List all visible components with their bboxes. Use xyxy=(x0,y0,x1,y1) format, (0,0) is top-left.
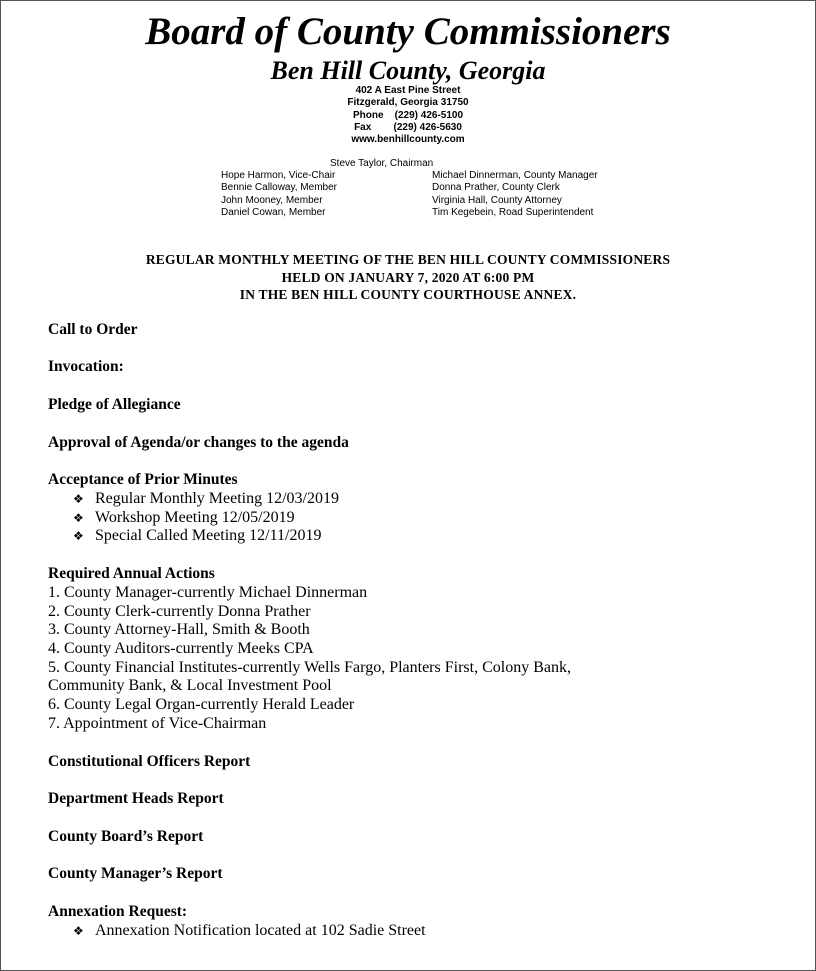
diamond-bullet-icon: ❖ xyxy=(73,924,84,938)
address-block xyxy=(0,85,816,146)
list-item: 3. County Attorney-Hall, Smith & Booth xyxy=(48,621,310,638)
meeting-heading-line: HELD ON JANUARY 7, 2020 AT 6:00 PM xyxy=(281,269,535,285)
meeting-heading-line: IN THE BEN HILL COUNTY COURTHOUSE ANNEX. xyxy=(239,287,577,302)
document-title: Board of County Commissioners xyxy=(145,10,671,53)
official-name: Michael Dinnerman, County Manager xyxy=(432,170,598,181)
official-name: Tim Kegebein, Road Superintendent xyxy=(432,207,594,219)
officials-right-column xyxy=(432,170,598,220)
meeting-heading-line: REGULAR MONTHLY MEETING OF THE BEN HILL COUNTY COMMISSIONERS xyxy=(145,252,671,267)
fax-number: Fax (229) 426-5630 xyxy=(354,121,462,133)
list-item: 4. County Auditors-currently Meeks CPA xyxy=(48,640,314,657)
diamond-bullet-icon: ❖ xyxy=(73,511,84,525)
official-name: John Mooney, Member xyxy=(221,194,323,206)
document-subtitle: Ben Hill County, Georgia xyxy=(270,56,546,85)
chairman-name: Steve Taylor, Chairman xyxy=(330,158,434,169)
section-call-to-order: Call to Order xyxy=(48,321,138,338)
list-item: ❖ Special Called Meeting 12/11/2019 xyxy=(73,527,322,544)
website-url: www.benhillcounty.com xyxy=(351,134,465,146)
section-county-manager: County Manager’s Report xyxy=(48,865,223,882)
list-item: 1. County Manager-currently Michael Dinnerman xyxy=(48,584,368,601)
section-constitutional-officers: Constitutional Officers Report xyxy=(48,753,251,770)
city-state-zip: Fitzgerald, Georgia 31750 xyxy=(347,97,469,109)
list-item: ❖ Annexation Notification located at 102 Sadie Street xyxy=(73,922,426,939)
list-item: 6. County Legal Organ-currently Herald Leader xyxy=(48,696,355,713)
section-annual-actions: Required Annual Actions xyxy=(48,565,215,582)
section-county-board: County Board’s Report xyxy=(48,828,204,845)
list-item: ❖ Regular Monthly Meeting 12/03/2019 xyxy=(73,490,339,507)
section-prior-minutes: Acceptance of Prior Minutes xyxy=(48,471,238,488)
list-item: 7. Appointment of Vice-Chairman xyxy=(48,715,267,732)
list-item: ❖ Workshop Meeting 12/05/2019 xyxy=(73,509,295,526)
section-pledge: Pledge of Allegiance xyxy=(48,396,181,413)
official-name: Bennie Calloway, Member xyxy=(221,182,337,194)
diamond-bullet-icon: ❖ xyxy=(73,492,84,506)
list-item: Community Bank, & Local Investment Pool xyxy=(48,677,332,694)
section-department-heads: Department Heads Report xyxy=(48,790,224,807)
officials-left-column xyxy=(221,170,337,220)
meeting-heading xyxy=(0,251,816,304)
diamond-bullet-icon: ❖ xyxy=(73,529,84,543)
phone-number: Phone (229) 426-5100 xyxy=(352,109,464,121)
section-approval-of-agenda: Approval of Agenda/or changes to the agenda xyxy=(48,434,349,451)
street-address: 402 A East Pine Street xyxy=(355,85,461,96)
list-item: 2. County Clerk-currently Donna Prather xyxy=(48,603,311,620)
official-name: Daniel Cowan, Member xyxy=(221,207,326,219)
official-name: Donna Prather, County Clerk xyxy=(432,182,560,194)
section-invocation: Invocation: xyxy=(48,358,124,375)
official-name: Virginia Hall, County Attorney xyxy=(432,194,562,206)
section-annexation-request: Annexation Request: xyxy=(48,903,188,920)
official-name: Hope Harmon, Vice-Chair xyxy=(221,170,336,181)
list-item: 5. County Financial Institutes-currently Wells Fargo, Planters First, Colony Bank, xyxy=(48,659,571,676)
